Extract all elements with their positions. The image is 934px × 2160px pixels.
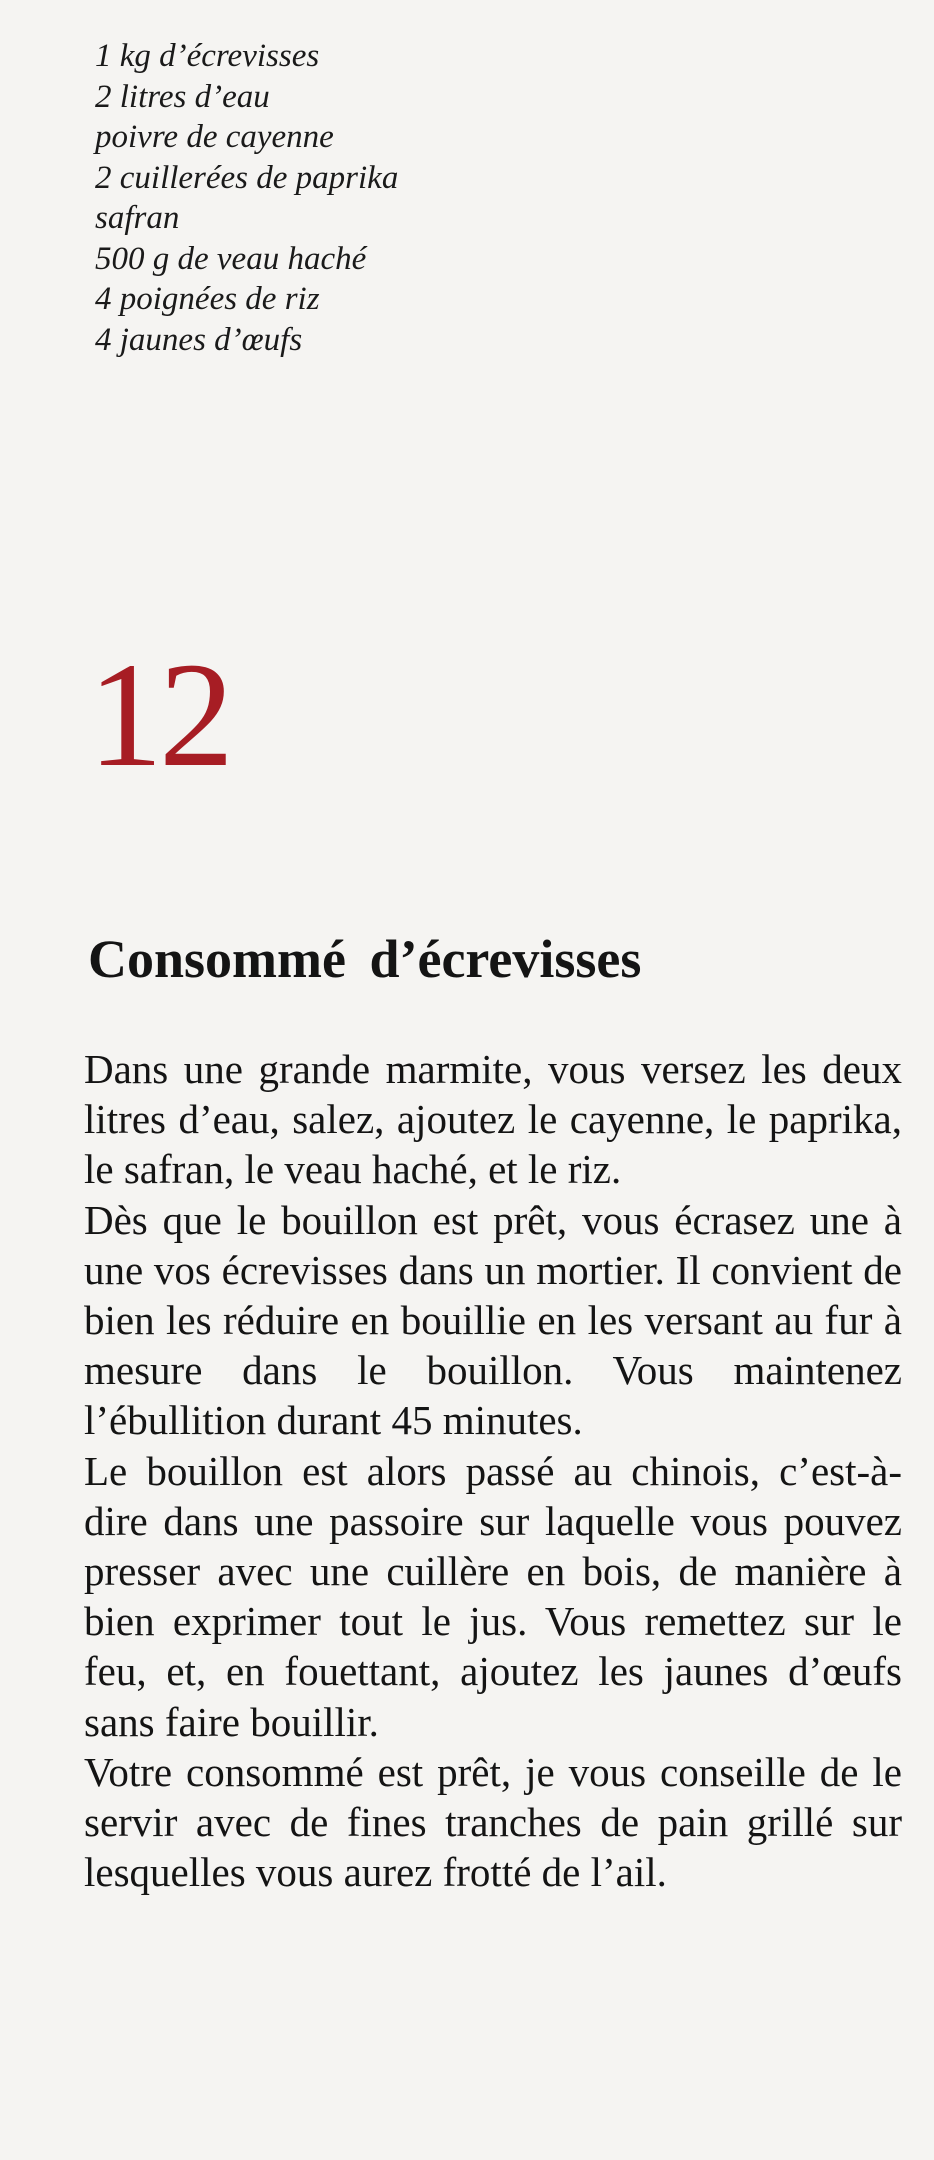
- ingredient-item: 500 g de veau haché: [95, 240, 367, 277]
- instruction-paragraph: Dès que le bouillon est prêt, vous écrasez une à une vos écrevisses dans un mortier. Il convient de bien les réduire en bouillie en les versant au fur à mesure dans le bouillon. Vous maintenez l’ébullition durant 45 minutes.: [84, 1196, 902, 1444]
- ingredient-item: 4 poignées de riz: [95, 281, 320, 317]
- instruction-paragraph: Votre consommé est prêt, je vous conseille de le servir avec de fines tranches de pain grillé sur lesquelles vous aurez frotté de l’ail.: [84, 1748, 902, 1896]
- ingredient-item: poivre de cayenne: [95, 119, 334, 155]
- recipe-number: 12: [88, 632, 230, 798]
- recipe-instructions: [84, 1044, 902, 1897]
- ingredient-item: 1 kg d’écrevisses: [95, 38, 320, 74]
- recipe-title: Consommé d’écrevisses: [88, 929, 642, 989]
- ingredient-item: safran: [95, 200, 180, 236]
- instruction-paragraph: Dans une grande marmite, vous versez les deux litres d’eau, salez, ajoutez le cayenne, le paprika, le safran, le veau haché, et le riz.: [84, 1046, 902, 1193]
- instruction-paragraph: Le bouillon est alors passé au chinois, c’est-à-dire dans une passoire sur laquelle vous pouvez presser avec une cuillère en bois, de manière à bien exprimer tout le jus. Vous remettez sur le feu, et, en fouettant, ajoutez les jaunes d’œufs sans faire bouillir.: [84, 1447, 902, 1745]
- ingredient-item: 2 litres d’eau: [95, 78, 270, 115]
- ingredient-item: 4 jaunes d’œufs: [95, 321, 303, 358]
- ingredient-item: 2 cuillerées de paprika: [95, 159, 399, 196]
- ingredient-list: [95, 36, 398, 360]
